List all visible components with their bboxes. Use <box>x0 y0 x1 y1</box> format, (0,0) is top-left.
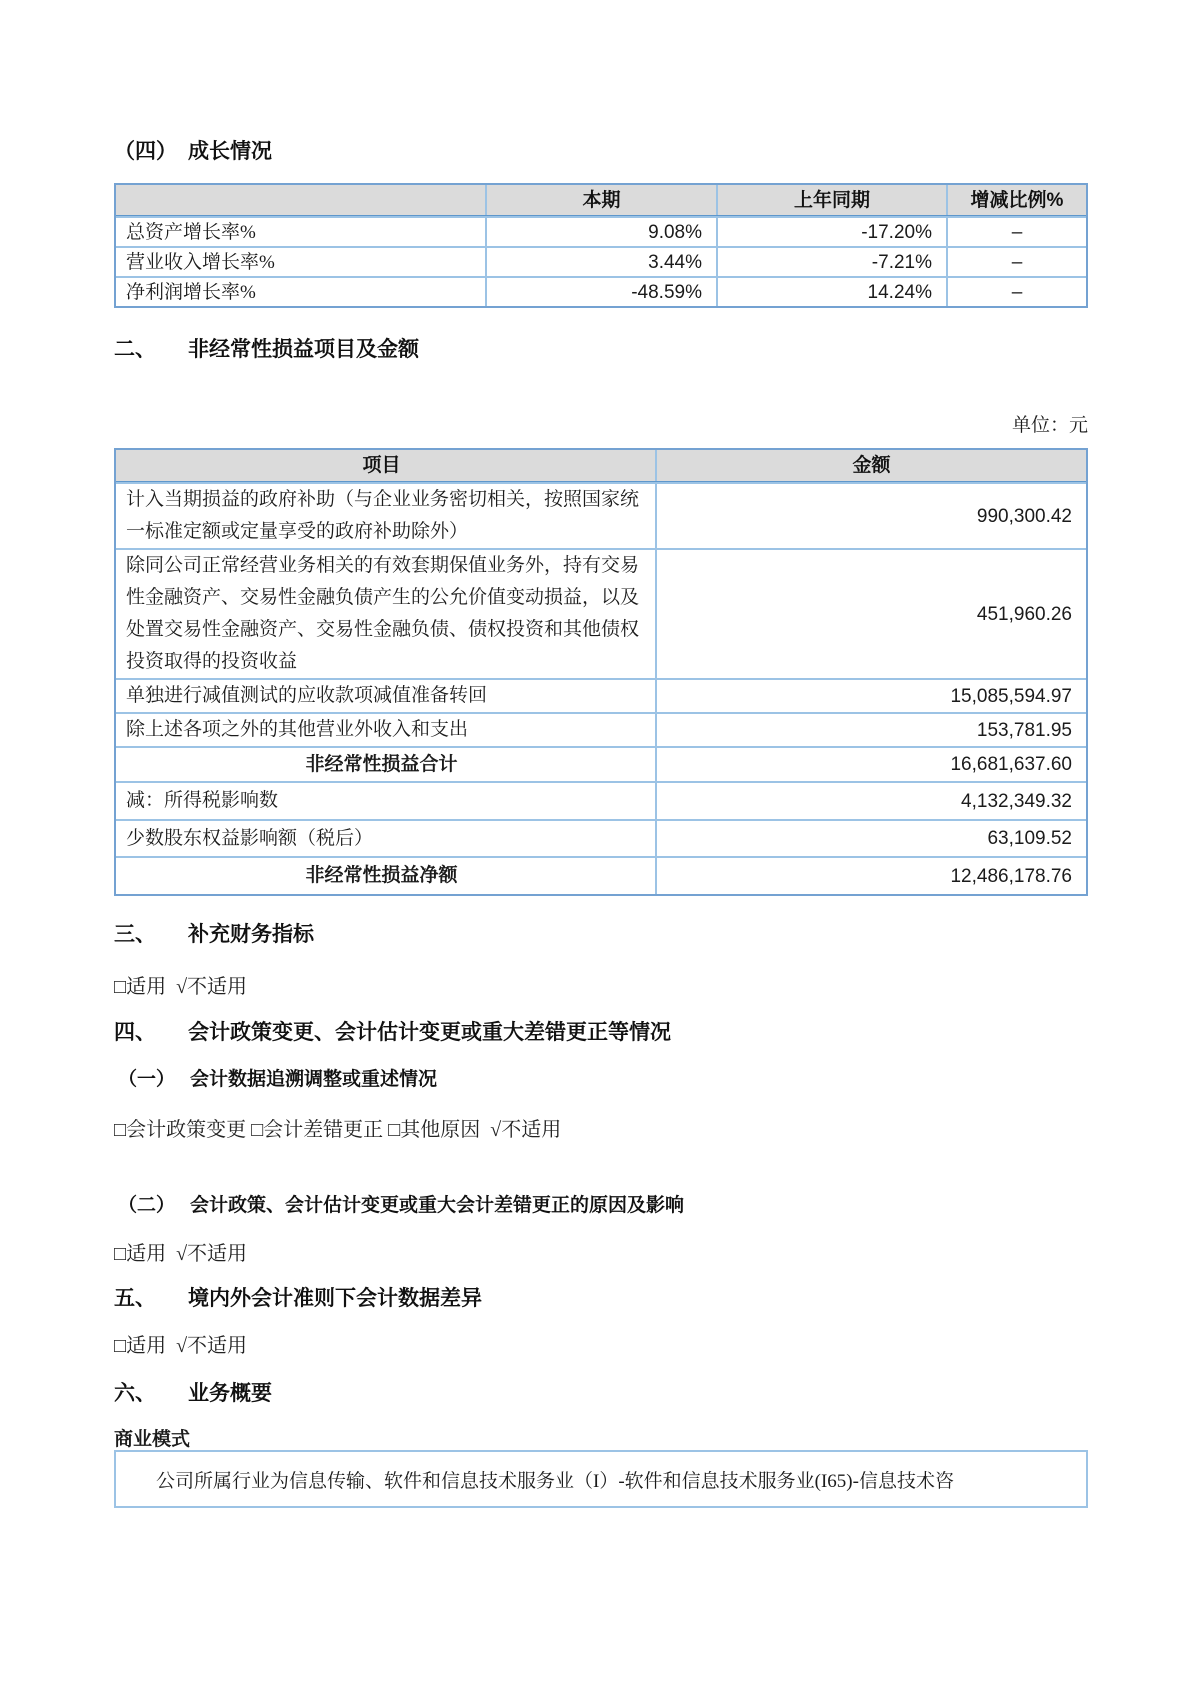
section-business-title: 业务概要 <box>188 1382 272 1405</box>
nonrecurring-header-amount: 金额 <box>655 450 1086 481</box>
nonrecurring-table-header-row <box>116 450 1086 482</box>
nonrecurring-net-amount: 12,486,178.76 <box>655 858 1086 894</box>
table-row <box>116 482 1086 548</box>
table-row <box>116 712 1086 746</box>
section-standards-heading <box>114 1282 1088 1312</box>
subsection-restatement-number: （一） <box>118 1069 176 1090</box>
subsection-restatement-heading <box>118 1064 1088 1091</box>
growth-header-blank <box>116 185 485 215</box>
growth-row-label: 净利润增长率% <box>126 281 256 303</box>
nonrecurring-table <box>114 448 1088 896</box>
section-supplement-title: 补充财务指标 <box>188 923 314 946</box>
nonrecurring-row-item: 减：所得税影响数 <box>126 790 279 811</box>
growth-row-change: – <box>946 248 1086 276</box>
business-model-label: 商业模式 <box>114 1429 191 1450</box>
section-standards-number: 五、 <box>114 1287 156 1310</box>
table-row <box>116 276 1086 306</box>
section-accounting-title: 会计政策变更、会计估计变更或重大差错更正等情况 <box>188 1021 671 1044</box>
table-row <box>116 678 1086 712</box>
nonrecurring-row-amount: 15,085,594.97 <box>655 680 1086 712</box>
section-business-heading <box>114 1377 1088 1407</box>
subsection-restatement-title: 会计数据追溯调整或重述情况 <box>190 1069 438 1090</box>
nonrecurring-net-label: 非经常性损益净额 <box>305 865 458 886</box>
subsection-change-reason-heading <box>118 1190 1088 1217</box>
business-model-text: 公司所属行业为信息传输、软件和信息技术服务业（I）-软件和信息技术服务业(I65)-信息技术咨 <box>156 1470 954 1492</box>
section-growth-title: 成长情况 <box>188 140 272 163</box>
section-standards-title: 境内外会计准则下会计数据差异 <box>188 1287 482 1310</box>
nonrecurring-row-amount: 451,960.26 <box>655 550 1086 678</box>
section-accounting-heading <box>114 1016 1088 1046</box>
nonrecurring-row-item: 除上述各项之外的其他营业外收入和支出 <box>126 719 469 740</box>
table-row-total <box>116 856 1086 894</box>
nonrecurring-row-amount: 63,109.52 <box>655 821 1086 856</box>
growth-row-label: 营业收入增长率% <box>126 251 275 273</box>
table-row <box>116 548 1086 678</box>
growth-row-current: 9.08% <box>485 218 716 246</box>
section-nonrecurring-title: 非经常性损益项目及金额 <box>188 338 419 361</box>
nonrecurring-row-item: 单独进行减值测试的应收款项减值准备转回 <box>126 685 488 706</box>
unit-label: 单位：元 <box>1011 415 1088 436</box>
nonrecurring-row-item: 除同公司正常经营业务相关的有效套期保值业务外，持有交易性金融资产、交易性金融负债产生的公允价值变动损益，以及处置交易性金融资产、交易性金融负债、债权投资和其他债权投资取得的投资收益 <box>126 555 640 672</box>
restatement-options: □会计政策变更 □会计差错更正 □其他原因 √不适用 <box>114 1119 562 1141</box>
section-nonrecurring-heading <box>114 333 1088 363</box>
growth-header-change: 增减比例% <box>946 185 1086 215</box>
change-reason-applicability-options: □适用 √不适用 <box>114 1243 248 1265</box>
nonrecurring-row-amount: 153,781.95 <box>655 714 1086 746</box>
nonrecurring-row-amount: 4,132,349.32 <box>655 783 1086 819</box>
section-growth-heading <box>114 135 1088 165</box>
nonrecurring-row-amount: 990,300.42 <box>655 484 1086 548</box>
subsection-change-reason-title: 会计政策、会计估计变更或重大会计差错更正的原因及影响 <box>190 1195 685 1216</box>
supplement-applicability-options: □适用 √不适用 <box>114 976 248 998</box>
table-row <box>116 216 1086 246</box>
growth-row-label: 总资产增长率% <box>126 221 256 243</box>
section-accounting-number: 四、 <box>114 1021 156 1044</box>
section-nonrecurring-number: 二、 <box>114 338 156 361</box>
table-row <box>116 246 1086 276</box>
nonrecurring-header-item: 项目 <box>362 454 401 476</box>
business-model-box <box>114 1450 1088 1508</box>
nonrecurring-total-amount: 16,681,637.60 <box>655 748 1086 781</box>
growth-header-current: 本期 <box>485 185 716 215</box>
table-row <box>116 819 1086 856</box>
growth-table <box>114 183 1088 308</box>
section-business-number: 六、 <box>114 1382 156 1405</box>
subsection-change-reason-number: （二） <box>118 1195 176 1216</box>
nonrecurring-total-label: 非经常性损益合计 <box>305 753 458 775</box>
standards-applicability-options: □适用 √不适用 <box>114 1335 248 1357</box>
section-growth-number: （四） <box>114 140 177 163</box>
growth-row-prior: 14.24% <box>716 278 946 306</box>
table-row-total <box>116 746 1086 781</box>
table-row <box>116 781 1086 819</box>
growth-row-prior: -17.20% <box>716 218 946 246</box>
growth-row-change: – <box>946 278 1086 306</box>
nonrecurring-row-item: 少数股东权益影响额（税后） <box>126 827 374 849</box>
growth-row-prior: -7.21% <box>716 248 946 276</box>
section-supplement-heading <box>114 918 1088 948</box>
growth-row-current: 3.44% <box>485 248 716 276</box>
growth-header-prior: 上年同期 <box>716 185 946 215</box>
growth-row-change: – <box>946 218 1086 246</box>
nonrecurring-row-item: 计入当期损益的政府补助（与企业业务密切相关，按照国家统一标准定额或定量享受的政府补助除外） <box>126 489 640 542</box>
growth-table-header-row <box>116 185 1086 216</box>
growth-row-current: -48.59% <box>485 278 716 306</box>
section-supplement-number: 三、 <box>114 923 156 946</box>
